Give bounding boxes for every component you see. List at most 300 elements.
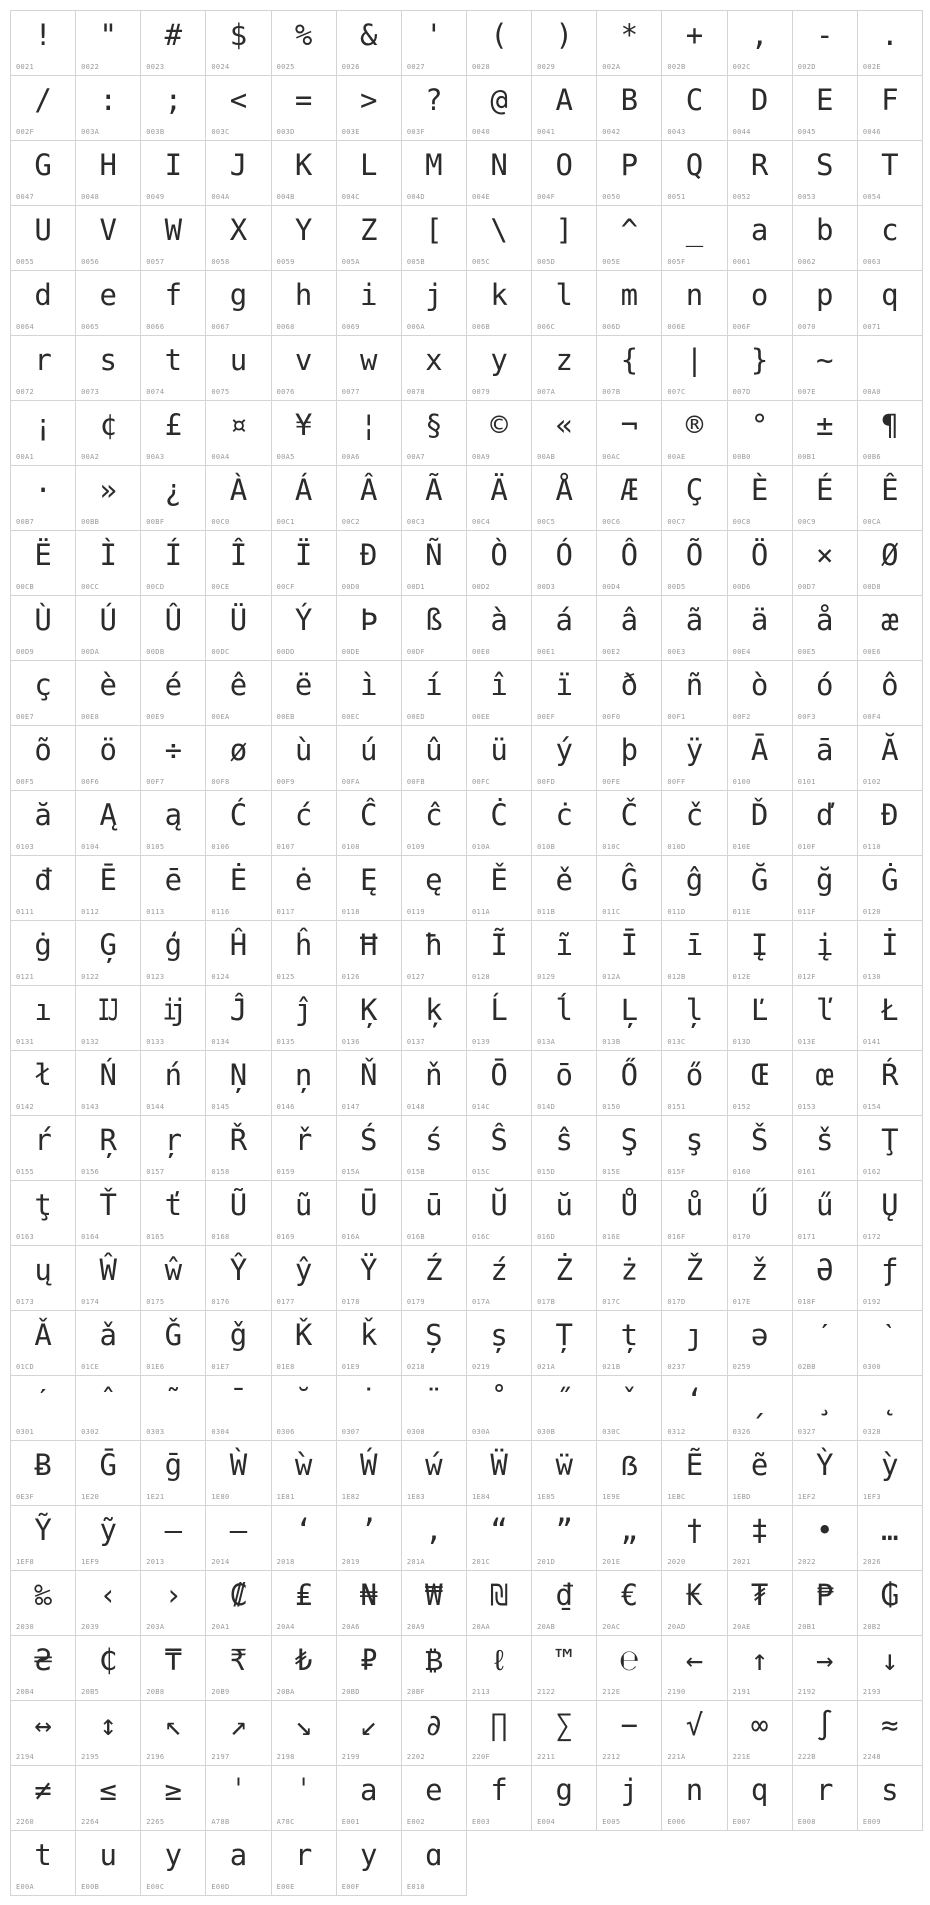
glyph-character: … [881,1513,899,1547]
glyph-codepoint-label: 002B [667,63,686,71]
glyph-character: Č [620,798,639,832]
glyph-character: Ĥ [229,928,248,962]
glyph-character: L [360,148,378,182]
glyph-character: ∫ [816,1708,834,1742]
glyph-character: ŵ [164,1253,183,1287]
glyph-character: g [555,1773,573,1807]
glyph-cell [336,725,402,791]
glyph-codepoint-label: 00C7 [667,518,686,526]
glyph-character: ˛ [881,1383,899,1417]
glyph-codepoint-label: 0179 [406,1298,425,1306]
glyph-codepoint-label: 00F4 [862,713,881,721]
glyph-cell [401,335,467,401]
glyph-codepoint-label: 004B [276,193,295,201]
glyph-codepoint-label: 1EF3 [862,1493,881,1501]
glyph-character: Ň [360,1058,378,1092]
glyph-codepoint-label: 01E6 [146,1363,165,1371]
glyph-character: Ĳ [99,993,117,1027]
glyph-character: a [360,1773,378,1807]
glyph-cell [531,140,597,206]
glyph-character: ₽ [360,1643,378,1677]
glyph-codepoint-label: 0076 [276,388,295,396]
glyph-character: ‚ [425,1513,443,1547]
glyph-codepoint-label: 0152 [732,1103,751,1111]
glyph-cell [271,1180,337,1246]
glyph-codepoint-label: 00A0 [862,388,881,396]
glyph-codepoint-label: 00CC [81,583,100,591]
glyph-character: ń [164,1058,183,1092]
glyph-cell [857,1505,923,1571]
glyph-character: ˚ [490,1383,508,1417]
glyph-character: A [555,83,573,117]
glyph-cell [466,205,532,271]
glyph-codepoint-label: 2196 [146,1753,165,1761]
glyph-cell [205,1570,271,1636]
glyph-codepoint-label: 2197 [211,1753,230,1761]
glyph-codepoint-label: 00DD [276,648,295,656]
glyph-codepoint-label: 20BD [341,1688,360,1696]
glyph-cell [466,1310,532,1376]
glyph-character: ç [34,668,52,702]
glyph-codepoint-label: 2122 [537,1688,556,1696]
glyph-cell [661,1635,727,1701]
glyph-cell [10,205,76,271]
glyph-codepoint-label: 20AD [667,1623,686,1631]
glyph-cell [401,530,467,596]
glyph-character: ś [425,1123,443,1157]
glyph-cell [596,1180,662,1246]
glyph-cell [661,10,727,76]
glyph-character: ħ [425,928,443,962]
glyph-character: " [99,18,117,52]
glyph-character: Á [294,473,313,507]
glyph-character: Â [360,473,378,507]
glyph-codepoint-label: 0111 [16,908,35,916]
glyph-codepoint-label: 0059 [276,258,295,266]
glyph-character: ı [34,993,52,1027]
glyph-cell [857,660,923,726]
glyph-character: Ő [620,1058,639,1092]
glyph-cell [531,1375,597,1441]
glyph-codepoint-label: 0067 [211,323,230,331]
glyph-cell [75,140,141,206]
glyph-character: ņ [294,1058,313,1092]
glyph-codepoint-label: 221A [667,1753,686,1761]
glyph-codepoint-label: 013B [602,1038,621,1046]
glyph-cell [140,855,206,921]
glyph-codepoint-label: 20BF [406,1688,425,1696]
glyph-character: ₲ [881,1578,899,1612]
glyph-codepoint-label: 005E [602,258,621,266]
glyph-cell [466,75,532,141]
glyph-cell [205,595,271,661]
glyph-codepoint-label: 0124 [211,973,230,981]
glyph-cell [271,725,337,791]
glyph-codepoint-label: 2248 [862,1753,881,1761]
glyph-cell [661,595,727,661]
glyph-codepoint-label: 0112 [81,908,100,916]
glyph-cell [792,140,858,206]
glyph-cell [140,725,206,791]
glyph-cell [75,1180,141,1246]
glyph-cell [271,335,337,401]
glyph-character: u [99,1838,117,1872]
glyph-character: Ę [360,863,378,897]
glyph-character: \ [490,213,508,247]
glyph-character: x [425,343,443,377]
glyph-cell [857,1310,923,1376]
glyph-codepoint-label: 00EE [472,713,491,721]
glyph-cell [727,1700,793,1766]
glyph-codepoint-label: E00D [211,1883,230,1891]
glyph-character: ° [750,408,769,442]
glyph-cell [401,465,467,531]
glyph-cell [727,205,793,271]
glyph-character: Ê [881,473,899,507]
glyph-codepoint-label: 2194 [16,1753,35,1761]
glyph-character: y [360,1838,378,1872]
glyph-cell [140,985,206,1051]
glyph-cell [727,400,793,466]
glyph-cell [401,10,467,76]
glyph-codepoint-label: 00EB [276,713,295,721]
glyph-cell [727,75,793,141]
glyph-cell [75,1375,141,1441]
glyph-codepoint-label: 0157 [146,1168,165,1176]
glyph-character: ; [164,83,183,117]
glyph-cell [10,660,76,726]
glyph-codepoint-label: 002F [16,128,35,136]
glyph-cell [75,1245,141,1311]
glyph-character: È [750,473,769,507]
glyph-cell [401,1310,467,1376]
glyph-codepoint-label: 00A1 [16,453,35,461]
glyph-cell [857,335,923,401]
glyph-cell [792,1375,858,1441]
glyph-codepoint-label: 2022 [797,1558,816,1566]
glyph-codepoint-label: 00FF [667,778,686,786]
glyph-cell [75,855,141,921]
glyph-cell [466,855,532,921]
glyph-codepoint-label: 00DF [406,648,425,656]
glyph-character: Ŗ [99,1123,117,1157]
glyph-character: © [490,408,508,442]
glyph-cell [140,205,206,271]
glyph-cell [10,1635,76,1701]
glyph-cell [792,1505,858,1571]
glyph-character: ä [750,603,769,637]
glyph-codepoint-label: 030A [472,1428,491,1436]
glyph-cell [466,1505,532,1571]
glyph-cell [857,1245,923,1311]
glyph-codepoint-label: 0150 [602,1103,621,1111]
glyph-character: ū [425,1188,443,1222]
glyph-codepoint-label: 003E [341,128,360,136]
glyph-character: â [620,603,639,637]
glyph-codepoint-label: 018F [797,1298,816,1306]
glyph-cell [271,1245,337,1311]
glyph-codepoint-label: 0121 [16,973,35,981]
glyph-cell [661,1245,727,1311]
glyph-cell [336,140,402,206]
glyph-codepoint-label: 0053 [797,193,816,201]
glyph-character: Ė [229,863,248,897]
glyph-character: ů [685,1188,704,1222]
glyph-cell [792,1245,858,1311]
glyph-character: Ŭ [490,1188,508,1222]
glyph-cell [75,920,141,986]
glyph-codepoint-label: 00A7 [406,453,425,461]
glyph-character: Ǎ [34,1318,52,1352]
glyph-character: Þ [360,603,378,637]
glyph-character: Ǩ [294,1318,313,1352]
glyph-cell [531,75,597,141]
glyph-codepoint-label: 004C [341,193,360,201]
glyph-character: Ă [881,733,899,767]
glyph-character: j [425,278,443,312]
glyph-codepoint-label: 016D [537,1233,556,1241]
glyph-character: Ĵ [229,993,248,1027]
glyph-codepoint-label: 0045 [797,128,816,136]
glyph-character: r [816,1773,834,1807]
glyph-character: ˝ [555,1383,573,1417]
glyph-character: e [425,1773,443,1807]
glyph-codepoint-label: 1E20 [81,1493,100,1501]
glyph-cell [792,400,858,466]
glyph-cell [596,1700,662,1766]
glyph-character: ĩ [555,928,573,962]
glyph-cell [596,660,662,726]
glyph-cell [792,1440,858,1506]
glyph-codepoint-label: 1E81 [276,1493,295,1501]
glyph-cell [792,920,858,986]
glyph-cell [140,335,206,401]
glyph-cell [792,855,858,921]
glyph-character: ¥ [294,408,313,442]
glyph-codepoint-label: 0040 [472,128,491,136]
glyph-cell [596,270,662,336]
glyph-character: q [881,278,899,312]
glyph-character: ž [750,1253,769,1287]
glyph-codepoint-label: 0139 [472,1038,491,1046]
glyph-character: O [555,148,573,182]
glyph-character: ḡ [164,1448,183,1482]
glyph-codepoint-label: 005B [406,258,425,266]
glyph-cell [10,725,76,791]
glyph-codepoint-label: 00AC [602,453,621,461]
glyph-character: ð [620,668,639,702]
glyph-codepoint-label: 00BB [81,518,100,526]
glyph-character: Î [229,538,248,572]
glyph-codepoint-label: 00E6 [862,648,881,656]
glyph-character: : [99,83,117,117]
glyph-codepoint-label: 20B4 [16,1688,35,1696]
glyph-character: ô [881,668,899,702]
glyph-codepoint-label: 201E [602,1558,621,1566]
glyph-codepoint-label: 0328 [862,1428,881,1436]
glyph-cell [336,1115,402,1181]
glyph-character: U [34,213,52,247]
glyph-character: ű [816,1188,834,1222]
glyph-cell [857,1375,923,1441]
glyph-character: Ǧ [164,1318,183,1352]
glyph-codepoint-label: 0153 [797,1103,816,1111]
glyph-character: a [750,213,769,247]
glyph-codepoint-label: 0160 [732,1168,751,1176]
glyph-cell [336,595,402,661]
glyph-character: a [229,1838,248,1872]
glyph-cell [531,1115,597,1181]
glyph-codepoint-label: 0142 [16,1103,35,1111]
glyph-codepoint-label: 2202 [406,1753,425,1761]
glyph-character: Ě [490,863,508,897]
glyph-cell [75,1115,141,1181]
glyph-cell [792,1700,858,1766]
glyph-codepoint-label: 2192 [797,1688,816,1696]
glyph-codepoint-label: 00C4 [472,518,491,526]
glyph-character: Ā [750,733,769,767]
glyph-codepoint-label: 0159 [276,1168,295,1176]
glyph-character: D [750,83,769,117]
glyph-codepoint-label: 0052 [732,193,751,201]
glyph-cell [75,725,141,791]
glyph-cell [10,400,76,466]
glyph-cell [596,1375,662,1441]
glyph-codepoint-label: 1E9E [602,1493,621,1501]
glyph-cell [75,530,141,596]
glyph-codepoint-label: 0077 [341,388,360,396]
glyph-cell [792,595,858,661]
glyph-cell [75,10,141,76]
glyph-cell [596,465,662,531]
glyph-character: Ä [490,473,508,507]
glyph-cell [75,985,141,1051]
glyph-character: † [685,1513,704,1547]
glyph-character: ? [425,83,443,117]
glyph-codepoint-label: 004E [472,193,491,201]
glyph-cell [792,75,858,141]
glyph-character: ÿ [685,733,704,767]
glyph-character: ≥ [164,1773,183,1807]
glyph-codepoint-label: 01E9 [341,1363,360,1371]
glyph-codepoint-label: 00A4 [211,453,230,461]
glyph-codepoint-label: 005D [537,258,556,266]
glyph-cell [857,595,923,661]
glyph-character: { [620,343,639,377]
glyph-character: e [99,278,117,312]
glyph-cell [466,1570,532,1636]
glyph-codepoint-label: 2260 [16,1818,35,1826]
glyph-cell [727,1180,793,1246]
glyph-codepoint-label: 1E21 [146,1493,165,1501]
glyph-character: Ż [555,1253,573,1287]
glyph-codepoint-label: 011D [667,908,686,916]
glyph-cell [661,140,727,206]
glyph-codepoint-label: 0259 [732,1363,751,1371]
glyph-character: Ū [360,1188,378,1222]
glyph-character: S [816,148,834,182]
glyph-character: Ü [229,603,248,637]
glyph-cell [531,1635,597,1701]
glyph-codepoint-label: E010 [406,1883,425,1891]
glyph-codepoint-label: 015A [341,1168,360,1176]
glyph-character: ® [685,408,704,442]
glyph-cell [336,1505,402,1571]
glyph-codepoint-label: E00C [146,1883,165,1891]
glyph-cell [727,1765,793,1831]
glyph-character: ŗ [164,1123,183,1157]
glyph-cell [10,270,76,336]
glyph-character: Ô [620,538,639,572]
glyph-character: ĥ [294,928,313,962]
glyph-codepoint-label: 2190 [667,1688,686,1696]
glyph-character: ź [490,1253,508,1287]
glyph-character: ↗ [229,1708,248,1742]
glyph-character: å [816,603,834,637]
glyph-character: ǩ [360,1318,378,1352]
glyph-cell [10,1375,76,1441]
glyph-character: É [816,473,834,507]
glyph-codepoint-label: 1EF8 [16,1558,35,1566]
glyph-codepoint-label: 01E8 [276,1363,295,1371]
glyph-codepoint-label: 00FD [537,778,556,786]
glyph-cell [205,1830,271,1896]
glyph-cell [661,335,727,401]
glyph-cell [205,920,271,986]
glyph-cell [466,1635,532,1701]
glyph-codepoint-label: 0133 [146,1038,165,1046]
glyph-character: × [816,538,834,572]
glyph-codepoint-label: 0148 [406,1103,425,1111]
glyph-character: → [816,1643,834,1677]
glyph-character: ö [99,733,117,767]
glyph-codepoint-label: 007E [797,388,816,396]
glyph-cell [466,335,532,401]
glyph-codepoint-label: 0175 [146,1298,165,1306]
glyph-codepoint-label: 0066 [146,323,165,331]
glyph-character: ò [750,668,769,702]
glyph-cell [271,1115,337,1181]
glyph-cell [531,985,597,1051]
glyph-cell [336,10,402,76]
glyph-cell [271,1635,337,1701]
glyph-character: ₫ [555,1578,573,1612]
glyph-character: Ļ [620,993,639,1027]
glyph-cell [336,400,402,466]
glyph-character: ɑ [425,1838,443,1872]
glyph-cell [205,530,271,596]
glyph-cell [75,335,141,401]
glyph-character: ˜ [164,1383,183,1417]
glyph-codepoint-label: 00F2 [732,713,751,721]
glyph-codepoint-label: 01CD [16,1363,35,1371]
glyph-codepoint-label: 201A [406,1558,425,1566]
glyph-cell [271,855,337,921]
glyph-character: Ẃ [360,1448,378,1482]
glyph-character: ₴ [34,1643,52,1677]
glyph-character: ì [360,668,378,702]
glyph-codepoint-label: 2020 [667,1558,686,1566]
glyph-cell [271,1310,337,1376]
glyph-cell [10,75,76,141]
glyph-codepoint-label: 004F [537,193,556,201]
glyph-codepoint-label: 015F [667,1168,686,1176]
glyph-codepoint-label: 0132 [81,1038,100,1046]
glyph-cell [205,10,271,76]
glyph-cell [531,465,597,531]
glyph-character: € [620,1578,639,1612]
glyph-cell [531,335,597,401]
